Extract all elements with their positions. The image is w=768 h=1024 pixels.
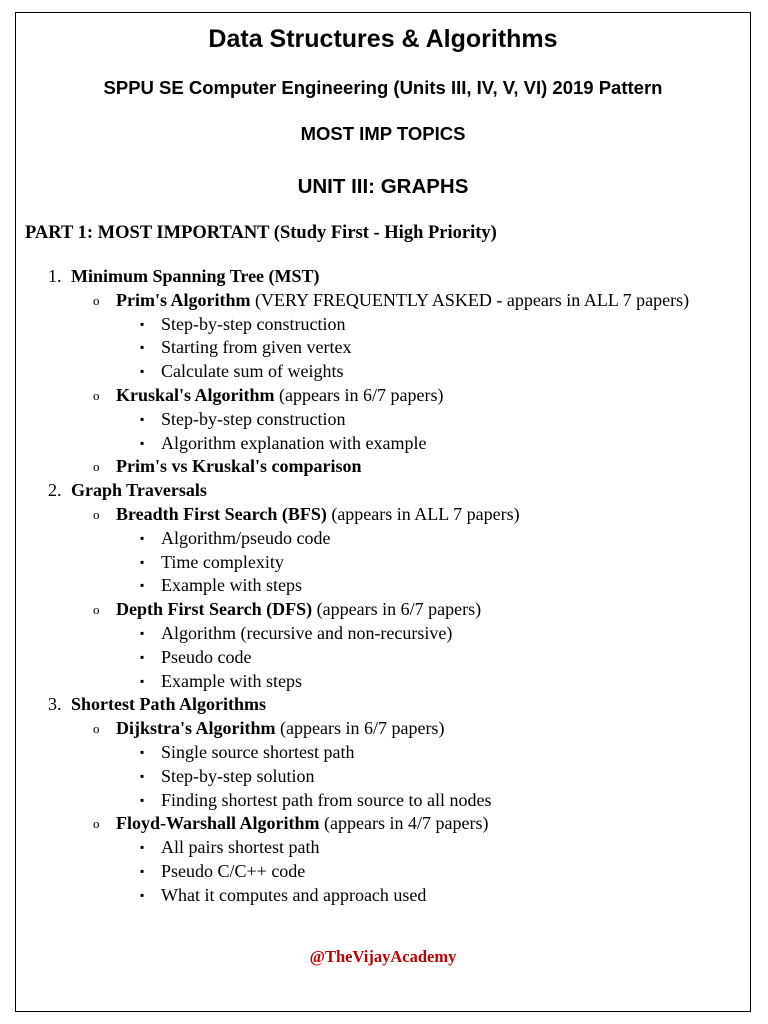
sub-point	[16, 741, 750, 765]
circle-bullet: o	[93, 721, 100, 737]
sub-point-text: Example with steps	[161, 575, 302, 596]
sub-point-text: Algorithm/pseudo code	[161, 527, 331, 548]
square-bullet: ▪	[140, 792, 145, 807]
square-bullet: ▪	[140, 435, 145, 450]
sub-point	[16, 408, 750, 432]
sub-point	[16, 884, 750, 908]
topic-item	[16, 503, 750, 527]
sub-point-text: All pairs shortest path	[161, 837, 320, 858]
sub-point	[16, 527, 750, 551]
sub-point	[16, 836, 750, 860]
circle-bullet: o	[93, 816, 100, 832]
section-number: 3.	[48, 694, 62, 715]
topic-item	[16, 717, 750, 741]
document-title: Data Structures & Algorithms	[208, 25, 558, 53]
topic-note: (appears in 4/7 papers)	[319, 813, 489, 834]
sub-point	[16, 574, 750, 598]
document-page	[15, 12, 751, 1012]
topic-title: Prim's vs Kruskal's comparison	[116, 456, 362, 477]
part-heading: PART 1: MOST IMPORTANT (Study First - High Priority)	[25, 223, 497, 243]
sub-point	[16, 432, 750, 456]
topic-note: (appears in ALL 7 papers)	[326, 503, 520, 524]
square-bullet: ▪	[140, 578, 145, 593]
sub-point	[16, 860, 750, 884]
topic-item	[16, 455, 750, 479]
section-title: Minimum Spanning Tree (MST)	[71, 266, 320, 286]
topic-note: (appears in 6/7 papers)	[274, 384, 444, 405]
unit-heading: UNIT III: GRAPHS	[297, 175, 469, 198]
sub-point-text: Finding shortest path from source to all nodes	[161, 789, 492, 810]
topic-title: Prim's Algorithm	[116, 289, 251, 310]
document-tagline: MOST IMP TOPICS	[300, 123, 466, 144]
topic-title: Floyd-Warshall Algorithm	[116, 813, 320, 834]
square-bullet: ▪	[140, 863, 145, 878]
sub-point	[16, 622, 750, 646]
sub-point-text: What it computes and approach used	[161, 884, 427, 905]
square-bullet: ▪	[140, 649, 145, 664]
topic-note: (VERY FREQUENTLY ASKED - appears in ALL 7 papers)	[250, 289, 690, 310]
sub-point	[16, 789, 750, 813]
circle-bullet: o	[93, 506, 100, 522]
square-bullet: ▪	[140, 411, 145, 426]
square-bullet: ▪	[140, 554, 145, 569]
sub-point	[16, 336, 750, 360]
topic-outline	[16, 265, 750, 908]
sub-point-text: Algorithm (recursive and non-recursive)	[161, 622, 453, 643]
sub-point-text: Step-by-step construction	[161, 408, 346, 429]
sub-point-text: Pseudo C/C++ code	[161, 860, 306, 881]
section-item	[16, 479, 750, 503]
footer-handle: @TheVijayAcademy	[309, 947, 457, 966]
topic-title: Breadth First Search (BFS)	[116, 503, 327, 524]
topic-item	[16, 598, 750, 622]
topic-item	[16, 289, 750, 313]
section-number: 1.	[48, 266, 62, 286]
sub-point-text: Calculate sum of weights	[161, 361, 344, 382]
circle-bullet: o	[93, 387, 100, 403]
topic-note: (appears in 6/7 papers)	[312, 599, 482, 620]
square-bullet: ▪	[140, 316, 145, 331]
square-bullet: ▪	[140, 625, 145, 640]
topic-item	[16, 384, 750, 408]
section-item	[16, 693, 750, 717]
document-subtitle: SPPU SE Computer Engineering (Units III, IV, V, VI) 2019 Pattern	[103, 77, 663, 98]
square-bullet: ▪	[140, 744, 145, 759]
square-bullet: ▪	[140, 768, 145, 783]
square-bullet: ▪	[140, 887, 145, 902]
sub-point-text: Algorithm explanation with example	[161, 432, 427, 453]
sub-point-text: Starting from given vertex	[161, 337, 352, 358]
sub-point-text: Time complexity	[161, 551, 284, 572]
sub-point	[16, 360, 750, 384]
square-bullet: ▪	[140, 364, 145, 379]
section-number: 2.	[48, 480, 62, 501]
sub-point-text: Step-by-step solution	[161, 765, 315, 786]
section-item	[16, 265, 750, 289]
sub-point-text: Single source shortest path	[161, 741, 355, 762]
topic-note: (appears in 6/7 papers)	[275, 718, 445, 739]
topic-title: Dijkstra's Algorithm	[116, 718, 276, 739]
sub-point	[16, 551, 750, 575]
section-title: Graph Traversals	[71, 480, 207, 501]
sub-point	[16, 765, 750, 789]
topic-title: Kruskal's Algorithm	[116, 384, 275, 405]
sub-point-text: Pseudo code	[161, 646, 252, 667]
sub-point	[16, 313, 750, 337]
topic-item	[16, 812, 750, 836]
section-title: Shortest Path Algorithms	[71, 694, 266, 715]
circle-bullet: o	[93, 602, 100, 618]
circle-bullet: o	[93, 292, 100, 308]
topic-title: Depth First Search (DFS)	[116, 599, 313, 620]
sub-point-text: Step-by-step construction	[161, 313, 346, 334]
square-bullet: ▪	[140, 340, 145, 355]
circle-bullet: o	[93, 459, 100, 475]
square-bullet: ▪	[140, 673, 145, 688]
sub-point	[16, 670, 750, 694]
square-bullet: ▪	[140, 840, 145, 855]
square-bullet: ▪	[140, 530, 145, 545]
sub-point-text: Example with steps	[161, 670, 302, 691]
sub-point	[16, 646, 750, 670]
